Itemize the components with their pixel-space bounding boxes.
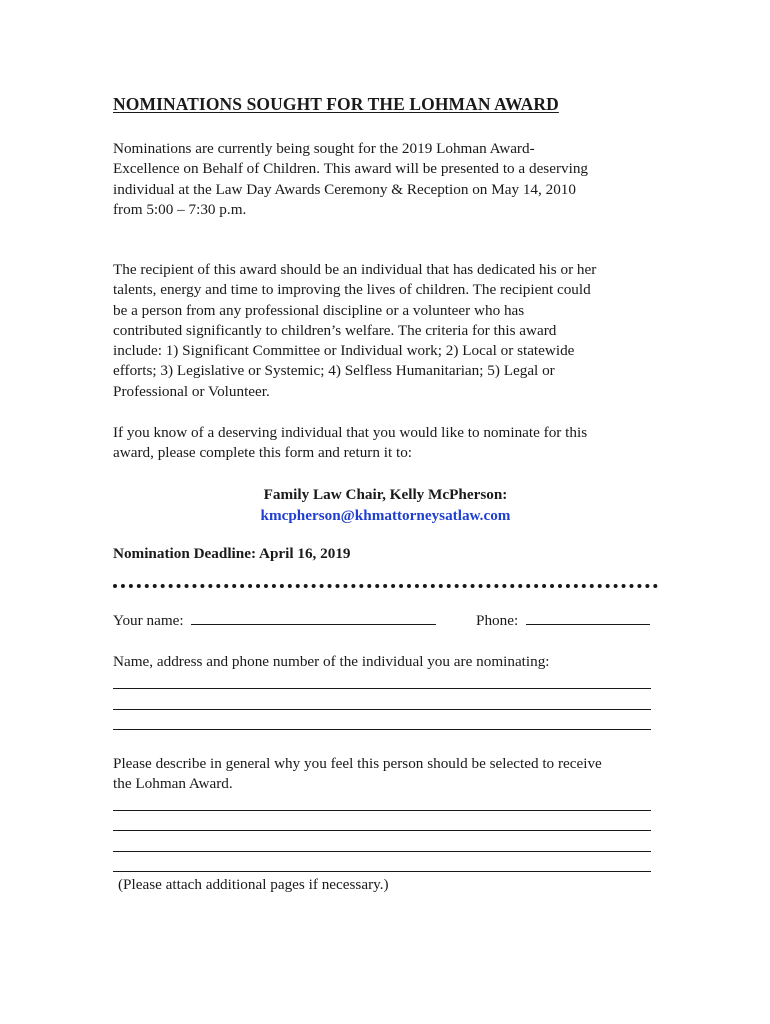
instruction-line: award, please complete this form and return it to: xyxy=(113,444,413,462)
phone-blank[interactable] xyxy=(526,612,650,625)
criteria-line: be a person from any professional discipline or a volunteer who has xyxy=(113,301,525,319)
your-name-field[interactable] xyxy=(113,612,436,630)
reason-input-line[interactable] xyxy=(113,830,651,831)
criteria-line: contributed significantly to children’s welfare. The criteria for this award xyxy=(113,321,557,339)
contact-block xyxy=(113,484,658,526)
contact-email-link[interactable]: kmcpherson@khmattorneysatlaw.com xyxy=(260,507,511,524)
instruction-line: If you know of a deserving individual that you would like to nominate for this xyxy=(113,424,588,441)
instruction-paragraph xyxy=(113,423,661,464)
reason-input-line[interactable] xyxy=(113,810,651,811)
reason-input-line[interactable] xyxy=(113,851,651,852)
reason-label-line: Please describe in general why you feel this person should be selected to receive xyxy=(113,755,602,772)
your-name-label: Your name: xyxy=(113,612,184,629)
criteria-paragraph xyxy=(113,260,661,402)
phone-field[interactable] xyxy=(476,612,650,630)
nomination-deadline: Nomination Deadline: April 16, 2019 xyxy=(113,545,351,562)
cut-line-divider xyxy=(113,584,658,588)
intro-line: Excellence on Behalf of Children. This award will be presented to a deserving xyxy=(113,160,589,178)
criteria-line: include: 1) Significant Committee or Individual work; 2) Local or statewide xyxy=(113,342,575,360)
reason-label-line: the Lohman Award. xyxy=(113,775,233,792)
criteria-line: The recipient of this award should be an individual that has dedicated his or her xyxy=(113,261,597,278)
criteria-line: efforts; 3) Legislative or Systemic; 4) Selfless Humanitarian; 5) Legal or xyxy=(113,362,555,380)
criteria-line: Professional or Volunteer. xyxy=(113,382,270,400)
criteria-line: talents, energy and time to improving the lives of children. The recipient could xyxy=(113,281,591,299)
nominee-input-line[interactable] xyxy=(113,709,651,710)
nominee-label: Name, address and phone number of the individual you are nominating: xyxy=(113,653,550,670)
attach-pages-note: (Please attach additional pages if necessary.) xyxy=(118,876,389,893)
intro-line: Nominations are currently being sought for the 2019 Lohman Award- xyxy=(113,140,535,157)
phone-label: Phone: xyxy=(476,612,519,629)
contact-chair: Family Law Chair, Kelly McPherson: xyxy=(263,486,508,503)
intro-paragraph xyxy=(113,139,661,220)
document-title: NOMINATIONS SOUGHT FOR THE LOHMAN AWARD xyxy=(113,94,559,114)
intro-line: from 5:00 – 7:30 p.m. xyxy=(113,200,247,218)
nominee-input-line[interactable] xyxy=(113,688,651,689)
intro-line: individual at the Law Day Awards Ceremony & Reception on May 14, 2010 xyxy=(113,180,576,198)
nominee-input-line[interactable] xyxy=(113,729,651,730)
reason-input-line[interactable] xyxy=(113,871,651,872)
your-name-blank[interactable] xyxy=(191,612,436,625)
